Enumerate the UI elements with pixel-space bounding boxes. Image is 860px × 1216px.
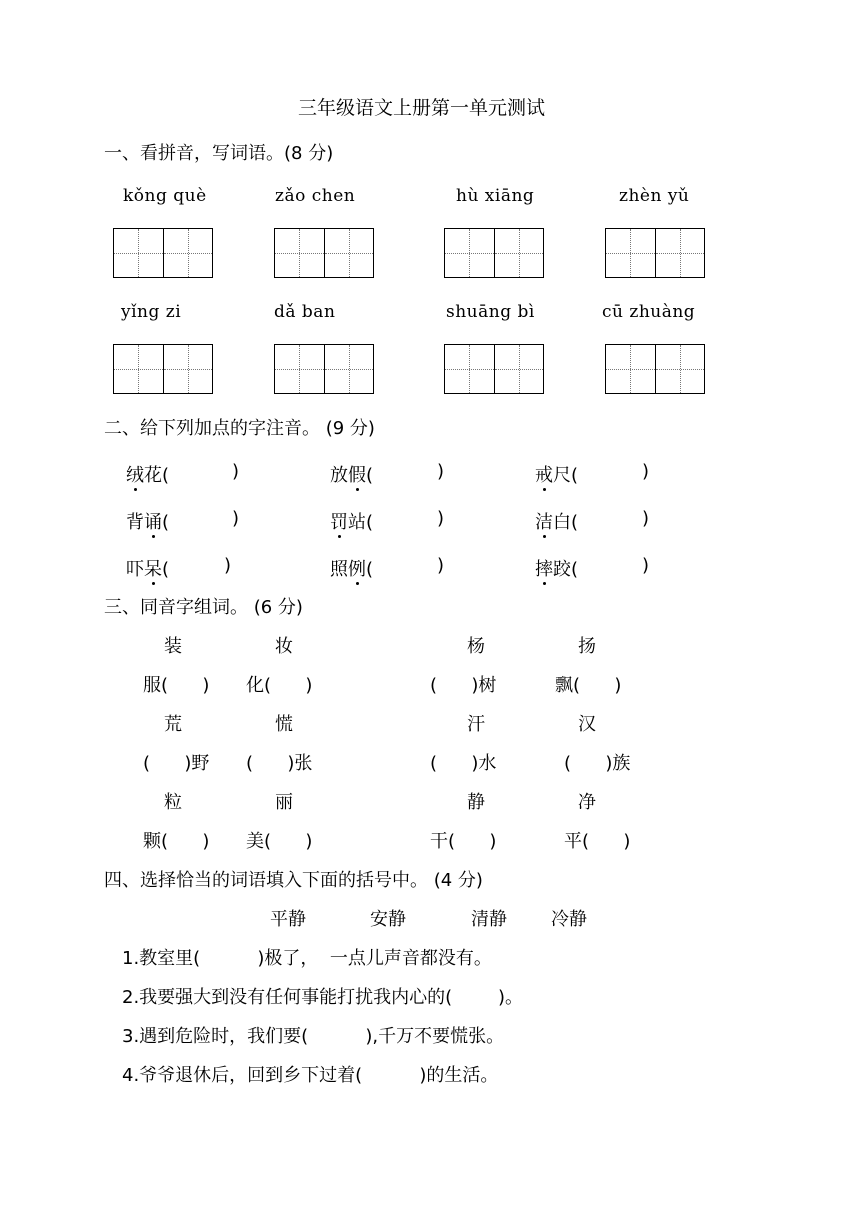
writing-grid[interactable] <box>444 228 544 278</box>
pinyin-label: dǎ ban <box>274 302 336 322</box>
dotted-char: 摔 <box>535 555 553 581</box>
phonetic-item: 放假( <box>330 461 373 487</box>
homophone-char: 静 <box>467 792 485 813</box>
phonetic-answer-close[interactable]: ) <box>224 555 232 576</box>
phonetic-item: 绒花( <box>126 461 169 487</box>
section1-heading: 一、看拼音，写词语。(8 分) <box>104 143 334 164</box>
phonetic-answer-close[interactable]: ) <box>437 508 445 529</box>
pinyin-label: cū zhuàng <box>602 302 696 322</box>
writing-grid[interactable] <box>113 228 213 278</box>
phonetic-answer-close[interactable]: ) <box>437 555 445 576</box>
writing-grid[interactable] <box>113 344 213 394</box>
phonetic-item: 吓呆( <box>126 555 169 581</box>
writing-grid[interactable] <box>274 344 374 394</box>
phonetic-answer-close[interactable]: ) <box>642 555 650 576</box>
dotted-char: 罚 <box>330 508 348 534</box>
section3-heading: 三、同音字组词。 (6 分) <box>104 597 303 618</box>
writing-grid[interactable] <box>274 228 374 278</box>
word-option: 清静 <box>471 909 507 930</box>
homophone-char: 荒 <box>164 714 182 735</box>
homophone-char: 扬 <box>578 636 596 657</box>
word-blank[interactable]: 干( ) <box>430 831 497 852</box>
word-blank[interactable]: ( )野 <box>143 753 210 774</box>
phonetic-item: 戒尺( <box>535 461 578 487</box>
pinyin-label: shuāng bì <box>446 302 535 322</box>
phonetic-answer-close[interactable]: ) <box>232 508 240 529</box>
word-blank[interactable]: ( )水 <box>430 753 497 774</box>
fill-question[interactable]: 3.遇到危险时，我们要( ),千万不要慌张。 <box>122 1026 505 1047</box>
phonetic-item: 洁白( <box>535 508 578 534</box>
word-blank[interactable]: ( )族 <box>564 753 631 774</box>
homophone-char: 汗 <box>467 714 485 735</box>
section4-heading: 四、选择恰当的词语填入下面的括号中。 (4 分) <box>104 870 483 891</box>
dotted-char: 例 <box>348 555 366 581</box>
dotted-char: 洁 <box>535 508 553 534</box>
homophone-char: 慌 <box>275 714 293 735</box>
word-blank[interactable]: 美( ) <box>246 831 313 852</box>
writing-grid[interactable] <box>605 228 705 278</box>
word-option: 安静 <box>370 909 406 930</box>
fill-question[interactable]: 2.我要强大到没有任何事能打扰我内心的( )。 <box>122 987 523 1008</box>
word-blank[interactable]: 颗( ) <box>143 831 210 852</box>
section2-heading: 二、给下列加点的字注音。 (9 分) <box>104 418 375 439</box>
fill-question[interactable]: 4.爷爷退休后，回到乡下过着( )的生活。 <box>122 1065 499 1086</box>
pinyin-label: yǐng zi <box>121 302 182 322</box>
dotted-char: 呆 <box>144 555 162 581</box>
phonetic-item: 摔跤( <box>535 555 578 581</box>
phonetic-answer-close[interactable]: ) <box>642 508 650 529</box>
pinyin-label: zǎo chen <box>275 186 356 206</box>
dotted-char: 戒 <box>535 461 553 487</box>
homophone-char: 汉 <box>578 714 596 735</box>
homophone-char: 妆 <box>275 636 293 657</box>
pinyin-label: kǒng què <box>123 186 207 206</box>
homophone-char: 粒 <box>164 792 182 813</box>
phonetic-item: 背诵( <box>126 508 169 534</box>
dotted-char: 绒 <box>126 461 144 487</box>
dotted-char: 假 <box>348 461 366 487</box>
homophone-char: 丽 <box>275 792 293 813</box>
homophone-char: 装 <box>164 636 182 657</box>
word-blank[interactable]: 飘( ) <box>555 675 622 696</box>
word-option: 冷静 <box>551 909 587 930</box>
homophone-char: 杨 <box>467 636 485 657</box>
page-title: 三年级语文上册第一单元测试 <box>298 97 546 119</box>
phonetic-item: 照例( <box>330 555 373 581</box>
word-blank[interactable]: 服( ) <box>143 675 210 696</box>
phonetic-answer-close[interactable]: ) <box>232 461 240 482</box>
homophone-char: 净 <box>578 792 596 813</box>
word-blank[interactable]: 化( ) <box>246 675 313 696</box>
pinyin-label: zhèn yǔ <box>619 186 690 206</box>
writing-grid[interactable] <box>444 344 544 394</box>
writing-grid[interactable] <box>605 344 705 394</box>
dotted-char: 诵 <box>144 508 162 534</box>
phonetic-item: 罚站( <box>330 508 373 534</box>
phonetic-answer-close[interactable]: ) <box>437 461 445 482</box>
word-blank[interactable]: ( )张 <box>246 753 313 774</box>
phonetic-answer-close[interactable]: ) <box>642 461 650 482</box>
word-blank[interactable]: 平( ) <box>564 831 631 852</box>
pinyin-label: hù xiāng <box>456 186 535 206</box>
word-blank[interactable]: ( )树 <box>430 675 497 696</box>
word-option: 平静 <box>270 909 306 930</box>
fill-question[interactable]: 1.教室里( )极了， 一点儿声音都没有。 <box>122 948 492 969</box>
